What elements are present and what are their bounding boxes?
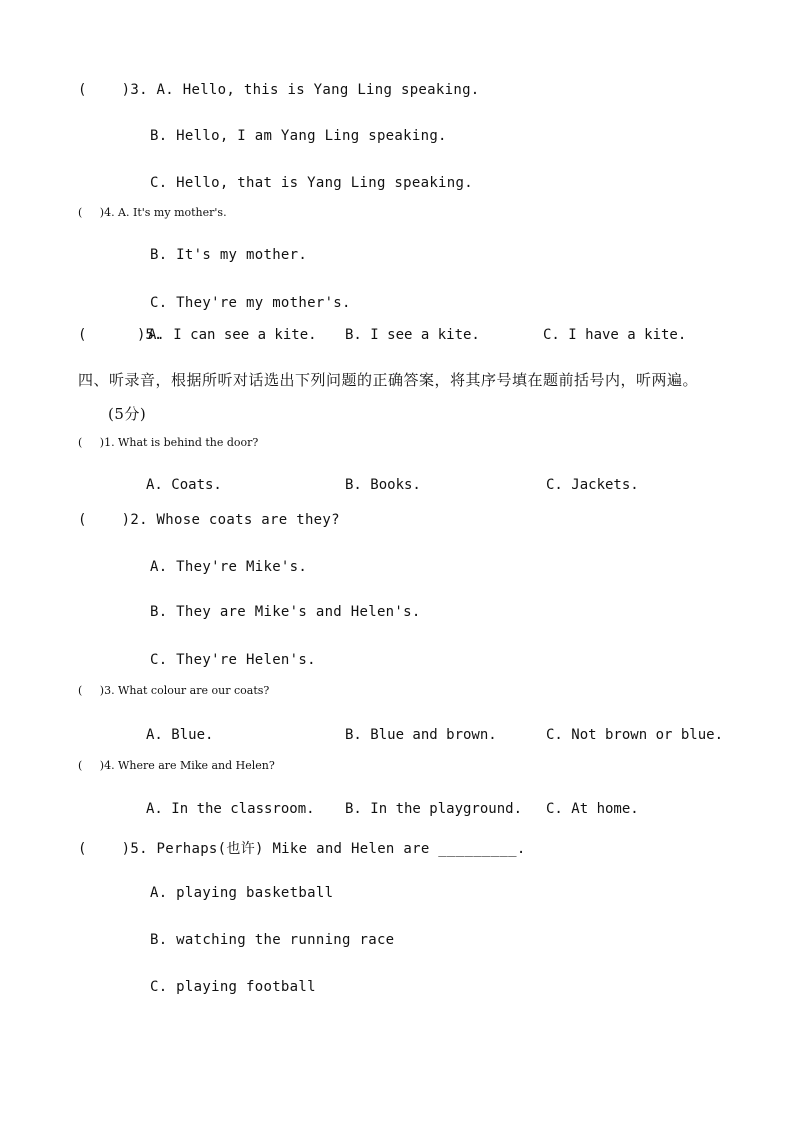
s3-q4-option-c: C. They're my mother's.: [150, 295, 351, 311]
s4-q2-option-c: C. They're Helen's.: [150, 652, 316, 668]
s3-q3-option-b: B. Hello, I am Yang Ling speaking.: [150, 128, 447, 144]
s4-q1-stem: ( )1. What is behind the door?: [78, 436, 259, 449]
section4-score: (5分): [108, 405, 147, 423]
s4-q5-stem: ( )5. Perhaps(也许) Mike and Helen are _________.: [78, 841, 526, 857]
s4-q4-option-c: C. At home.: [546, 801, 639, 817]
s4-q5-option-b: B. watching the running race: [150, 932, 395, 948]
s3-q3-option-c: C. Hello, that is Yang Ling speaking.: [150, 175, 473, 191]
s4-q4-stem: ( )4. Where are Mike and Helen?: [78, 759, 275, 772]
s4-q4-option-a: A. In the classroom.: [146, 801, 315, 817]
s3-q5-option-b: B. I see a kite.: [345, 327, 480, 343]
s4-q1-option-b: B. Books.: [345, 477, 421, 493]
s3-q4-stem: ( )4. A. It's my mother's.: [78, 206, 227, 219]
s4-q3-option-a: A. Blue.: [146, 727, 214, 743]
s4-q1-option-c: C. Jackets.: [546, 477, 639, 493]
s3-q5-paren: ( )5.: [78, 327, 163, 343]
s3-q5-option-c: C. I have a kite.: [543, 327, 687, 343]
s4-q2-option-b: B. They are Mike's and Helen's.: [150, 604, 421, 620]
s3-q3-stem: ( )3. A. Hello, this is Yang Ling speaking.: [78, 82, 480, 98]
s3-q5-option-a: A. I can see a kite.: [148, 327, 317, 343]
s3-q4-option-b: B. It's my mother.: [150, 247, 308, 263]
s4-q5-option-a: A. playing basketball: [150, 885, 334, 901]
s4-q2-stem: ( )2. Whose coats are they?: [78, 512, 340, 528]
s4-q3-option-b: B. Blue and brown.: [345, 727, 497, 743]
s4-q3-option-c: C. Not brown or blue.: [546, 727, 724, 743]
section4-heading: 四、听录音，根据所听对话选出下列问题的正确答案，将其序号填在题前括号内，听两遍。: [78, 371, 699, 389]
s4-q3-stem: ( )3. What colour are our coats?: [78, 684, 270, 697]
s4-q2-option-a: A. They're Mike's.: [150, 559, 308, 575]
s4-q4-option-b: B. In the playground.: [345, 801, 523, 817]
s4-q1-option-a: A. Coats.: [146, 477, 222, 493]
s4-q5-option-c: C. playing football: [150, 979, 316, 995]
